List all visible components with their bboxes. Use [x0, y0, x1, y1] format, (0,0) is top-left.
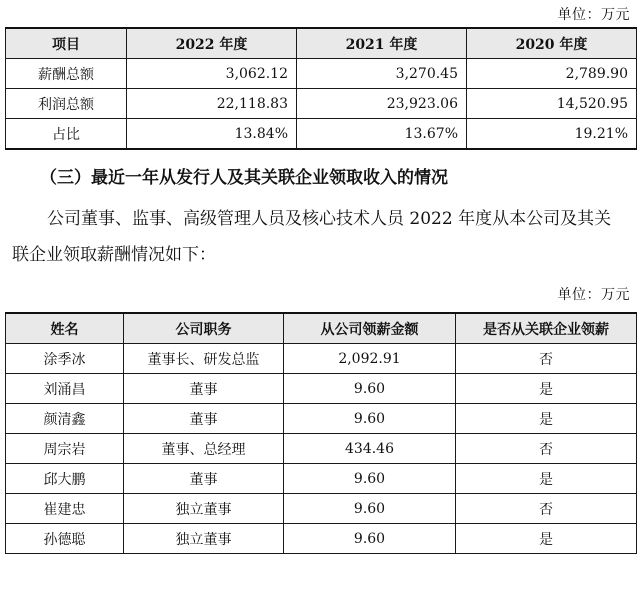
table-row: [6, 434, 637, 464]
table-row: [6, 524, 637, 554]
cell-2020: 14,520.95: [467, 89, 637, 119]
cell-position: 董事长、研发总监: [124, 344, 284, 374]
row-label: 薪酬总额: [6, 59, 127, 89]
table2-unit: 单位：万元: [557, 287, 630, 303]
cell-position: 独立董事: [124, 494, 284, 524]
cell-2022: 13.84%: [127, 119, 297, 150]
table-header-row: [6, 313, 637, 344]
cell-2020: 2,789.90: [467, 59, 637, 89]
cell-related: 是: [456, 464, 637, 494]
header-item: 项目: [6, 28, 127, 59]
cell-name: 孙德聪: [6, 524, 124, 554]
cell-2022: 22,118.83: [127, 89, 297, 119]
cell-name: 周宗岩: [6, 434, 124, 464]
cell-related: 是: [456, 404, 637, 434]
cell-salary: 9.60: [284, 464, 456, 494]
paragraph-line-2: 联企业领取薪酬情况如下：: [12, 245, 216, 265]
cell-related: 否: [456, 344, 637, 374]
cell-position: 独立董事: [124, 524, 284, 554]
header-2022: 2022 年度: [127, 28, 297, 59]
cell-2022: 3,062.12: [127, 59, 297, 89]
table-row: [6, 119, 637, 150]
cell-name: 崔建忠: [6, 494, 124, 524]
table-row: [6, 89, 637, 119]
header-salary: 从公司领薪金额: [284, 313, 456, 344]
cell-related: 否: [456, 494, 637, 524]
cell-position: 董事: [124, 464, 284, 494]
cell-related: 是: [456, 524, 637, 554]
cell-salary: 9.60: [284, 404, 456, 434]
cell-salary: 9.60: [284, 494, 456, 524]
cell-name: 刘涌昌: [6, 374, 124, 404]
table-row: [6, 494, 637, 524]
section-title: （三）最近一年从发行人及其关联企业领取收入的情况: [40, 168, 448, 188]
header-2021: 2021 年度: [297, 28, 467, 59]
paragraph-line-1: 公司董事、监事、高级管理人员及核心技术人员 2022 年度从本公司及其关: [47, 209, 612, 229]
cell-name: 颜清鑫: [6, 404, 124, 434]
compensation-ratio-table: [5, 27, 637, 150]
table-row: [6, 464, 637, 494]
table-row: [6, 374, 637, 404]
table-row: [6, 404, 637, 434]
cell-salary: 9.60: [284, 524, 456, 554]
row-label: 利润总额: [6, 89, 127, 119]
cell-related: 否: [456, 434, 637, 464]
cell-name: 涂季冰: [6, 344, 124, 374]
table-header-row: [6, 28, 637, 59]
table-row: [6, 344, 637, 374]
cell-2021: 13.67%: [297, 119, 467, 150]
table1-unit: 单位：万元: [557, 7, 630, 23]
cell-related: 是: [456, 374, 637, 404]
cell-position: 董事、总经理: [124, 434, 284, 464]
director-compensation-table: [5, 312, 637, 554]
cell-2020: 19.21%: [467, 119, 637, 150]
cell-name: 邱大鹏: [6, 464, 124, 494]
header-position: 公司职务: [124, 313, 284, 344]
row-label: 占比: [6, 119, 127, 150]
cell-position: 董事: [124, 404, 284, 434]
cell-salary: 434.46: [284, 434, 456, 464]
cell-2021: 3,270.45: [297, 59, 467, 89]
cell-salary: 9.60: [284, 374, 456, 404]
cell-salary: 2,092.91: [284, 344, 456, 374]
header-2020: 2020 年度: [467, 28, 637, 59]
cell-2021: 23,923.06: [297, 89, 467, 119]
header-name: 姓名: [6, 313, 124, 344]
cell-position: 董事: [124, 374, 284, 404]
header-related-salary: 是否从关联企业领薪: [456, 313, 637, 344]
table-row: [6, 59, 637, 89]
